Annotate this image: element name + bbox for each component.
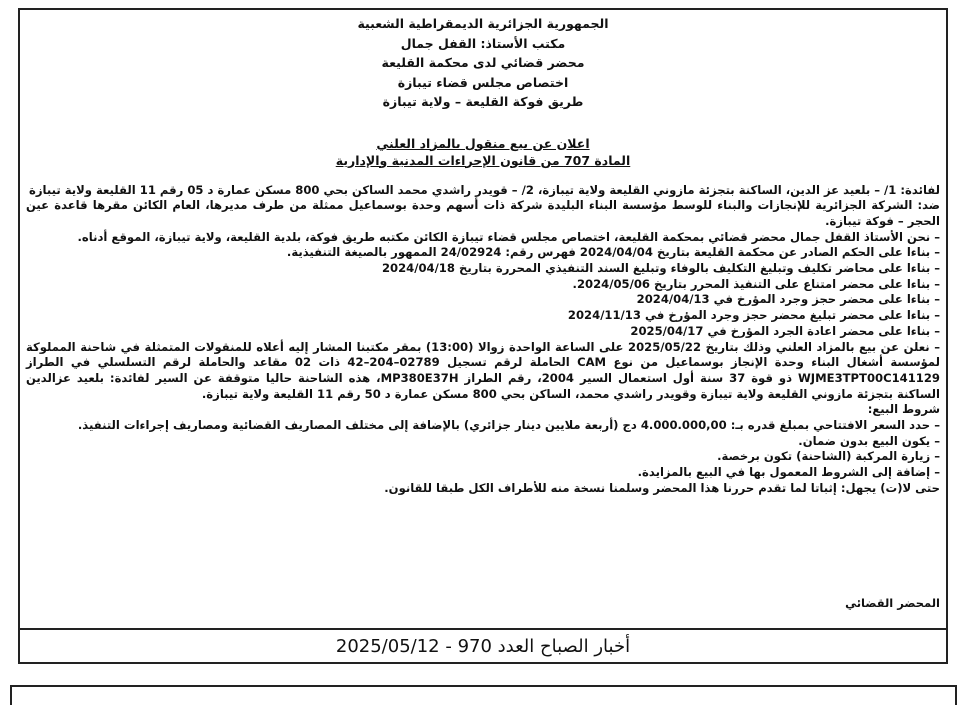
title-line: المادة 707 من قانون الإجراءات المدنية والإدارية [335,152,631,168]
body-paragraph: – بناءا على محضر تبليغ محضر حجز وجرد المؤرخ في 2024/11/13 [567,308,940,323]
body-paragraph: – بناءا على محاضر تكليف وتبليغ التكليف بالوفاء وتبليغ السند التنفيذي المحررة بتاريخ 2024/04/18 [381,261,940,276]
body-paragraph: لفائدة: 1/ – بلعيد عز الدين، الساكنة بتجزئة مازوني القليعة ولاية تيبازة، 2/ – قويدر راشدي محمد الساكن بحي 800 مسكن عمارة د 05 رقم 11 القليعة ولاية تيبازة [29,182,940,197]
header-line: الجمهورية الجزائرية الديمقراطية الشعبية [357,16,609,31]
body-paragraph: – نحن الأستاذ القفل جمال محضر قضائي بمحكمة القليعة، اختصاص مجلس قضاء تيبازة الكائن مكتبه طريق فوكة، بلدية القليعة، ولاية تيبازة، الموقع أدناه. [77,229,940,244]
header-line: مكتب الأستاذ: القفل جمال [400,35,566,51]
header-line: اختصاص مجلس قضاء تيبازة [397,74,569,90]
body-paragraph: شروط البيع: [867,402,940,417]
body-paragraph: – بناءا على الحكم الصادر عن محكمة القليعة بتاريخ 2024/04/04 فهرس رقم: 24/02924 الممهور بالصيغة التنفيذية. [286,245,940,260]
next-announcement-border [10,685,957,705]
body-paragraph: – حدد السعر الافتتاحي بمبلغ قدره بـ: 4.000.000,00 دج (أربعة ملايين دينار جزائري) بالإضافة إلى مختلف المصاريف القضائية ومصاريف إجراءات التنفيذ. [77,418,940,433]
body-paragraph: – نعلن عن بيع بالمزاد العلني وذلك بتاريخ 2025/05/22 على الساعة الواحدة زوالا (13:00) بمقر مكتبنا المشار إليه أعلاه للمنقولات المتمثلة في شاحنة المملوكة لمؤسسة أشغال البناء وحدة الإنجاز بوسماعيل من نوع CAM الحاملة لرقم تسجيل 02789–204–42 ذات 02 مقاعد والحاملة لرقم التسلسلي في الطراز WJME3TPT00C141129 ذو قوة 37 سنة أول استعمال السير 2004، رقم الطراز MP380E37H، هذه الشاحنة حاليا متوقفة عن السير لفائدة: بلعيد عزالدين الساكنة بتجزئة مازوني القليعة ولاية تيبازة وقويدر راشدي محمد، الساكن بحي 800 مسكن عمارة د 50 رقم 11 القليعة ولاية تيبازة. [26,339,940,401]
title-line: اعلان عن بيع منقول بالمزاد العلني [376,135,590,151]
announcement-body [26,183,940,497]
body-paragraph: – زيارة المركبة (الشاحنة) تكون برخصة. [717,449,940,464]
announcement-content [26,14,940,624]
header-line: طريق فوكة القليعة – ولاية تيبازة [382,94,584,109]
office-header [26,14,940,112]
newspaper-footer: أخبار الصباح العدد 970 - 2025/05/12 [18,630,948,664]
body-paragraph: – بناءا على محضر اعادة الجرد المؤرخ في 2025/04/17 [630,323,940,338]
body-paragraph: – يكون البيع بدون ضمان. [798,433,940,448]
body-paragraph: – إضافة إلى الشروط المعمول بها في البيع بالمزايدة. [637,465,940,480]
body-paragraph: حتى لا(ت) يجهل: إثباتا لما تقدم حررنا هذا المحضر وسلمنا نسخة منه للأطراف الكل طبقا للقانون. [384,480,940,495]
bailiff-signature-label: المحضر القضائي [845,596,940,610]
body-paragraph: – بناءا على محضر امتناع على التنفيذ المحرر بتاريخ 2024/05/06. [572,276,940,291]
body-paragraph: ضد: الشركة الجزائرية للإنجازات والبناء للوسط مؤسسة البناء البليدة شركة ذات أسهم وحدة بوسماعيل ممثلة من طرف مديرها، العام الكائن مقرها قاعدة عين الحجر – فوكة تيبازة. [26,198,940,228]
announcement-frame [18,8,948,630]
body-paragraph: – بناءا على محضر حجز وجرد المؤرخ في 2024/04/13 [636,292,940,307]
header-line: محضر قضائي لدى محكمة القليعة [381,55,585,70]
announcement-title [26,135,940,169]
